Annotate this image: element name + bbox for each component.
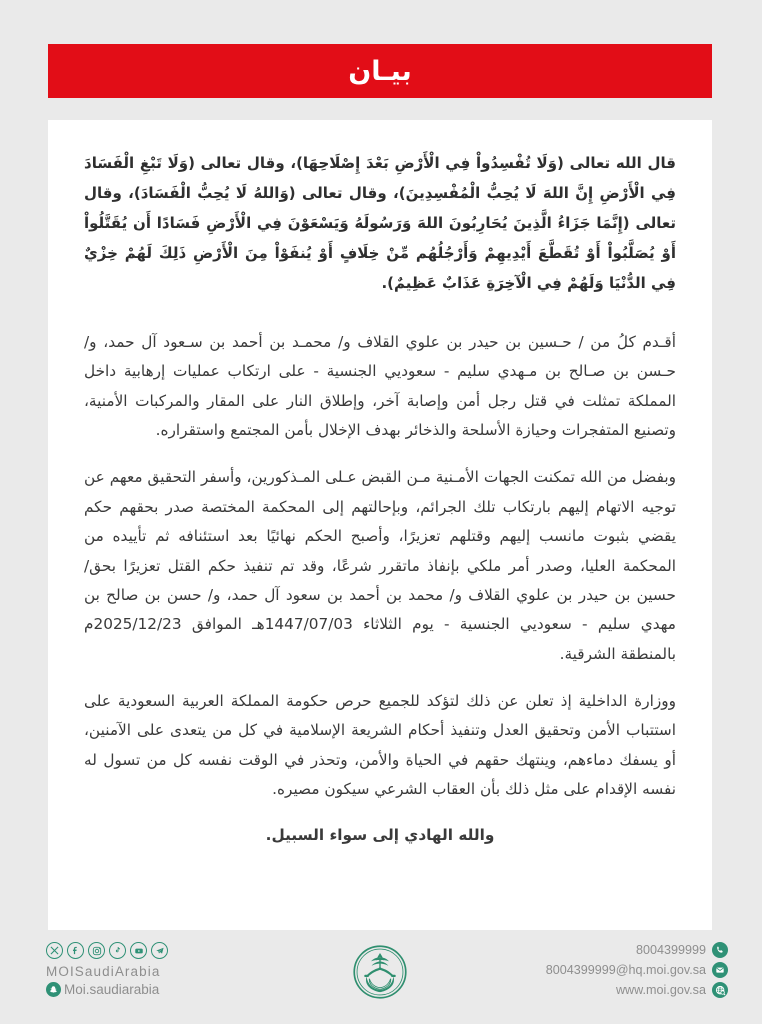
telegram-icon[interactable] [151,942,168,959]
youtube-icon[interactable] [130,942,147,959]
paragraph-accused-charges: أقـدم كلُ من / حـسين بن حيدر بن علوي القلاف و/ محمـد بن أحمد بن سـعود آل حمد، و/ حـسن بن صـالح بن مـهدي سليم - سعوديي الجنسية - على ارتكاب عمليات إرهابية داخل المملكة تمثلت في قتل رجل أمن وإصابة آخر، وإطلاق النار على المقار والمركبات الأمنية، وتصنيع المتفجرات وحيازة الأسلحة والذخائر بهدف الإخلال بأمن المجتمع واستقراره. [84,333,676,440]
page-footer [0,930,762,1024]
contact-phone-row[interactable] [546,942,728,958]
phone-icon[interactable] [712,942,728,958]
statement-closing-line: والله الهادي إلى سواء السبيل. [265,826,495,845]
facebook-icon[interactable] [67,942,84,959]
banner-title: بيـان [348,55,412,87]
contact-website-value: www.moi.gov.sa [615,983,706,997]
social-icon-row [46,942,168,959]
snapchat-handle: Moi.saudiarabia [64,982,160,997]
footer-social-block [46,942,168,997]
x-icon[interactable] [46,942,63,959]
paragraph-arrest-trial-execution: وبفضل من الله تمكنت الجهات الأمـنية مـن القبض عـلى المـذكورين، وأسفر التحقيق معهم عن توجيه الاتهام إليهم بارتكاب تلك الجرائم، وبإحالتهم إلى المحكمة المختصة صدر بحقهم حكم يقضي بثبوت مانسب إليهم وقتلهم تعزيرًا، وأصبح الحكم نهائيًا بعد استئنافه ثم تأييده من المحكمة العليا، وصدر أمر ملكي بإنفاذ ماتقرر شرعًا، وقد تم تنفيذ حكم القتل تعزيرًا بحق/ حسين بن حيدر بن علوي القلاف و/ محمد بن أحمد بن سعود آل حمد، و/ حسن بن صالح بن مهدي سليم - سعوديي الجنسية - يوم الثلاثاء 1447/07/03هـ الموافق 2025/12/23م بالمنطقة الشرقية. [84,468,677,663]
footer-contacts-block [546,942,728,1002]
snapchat-handle-row[interactable] [46,982,168,997]
tiktok-icon[interactable] [109,942,126,959]
statement-banner [48,44,712,98]
statement-body [84,148,676,844]
contact-email-value: 8004399999@hq.moi.gov.sa [545,963,706,977]
paragraph-quran-verses: قال الله تعالى (وَلَا تُفْسِدُواْ فِي الْأَرْضِ بَعْدَ إِصْلَاحِهَا)، وقال تعالى (وَلَا تَبْغِ الْفَسَادَ فِي الْأَرْضِ إِنَّ اللهَ لَا يُحِبُّ الْمُفْسِدِينَ)، وقال تعالى (وَاللهُ لَا يُحِبُّ الْفَسَادَ)، وقال تعالى (إِنَّمَا جَزَاءُ الَّذِينَ يُحَارِبُونَ اللهَ وَرَسُولَهُ وَيَسْعَوْنَ فِي الْأَرْضِ فَسَادًا أَن يُقَتَّلُواْ أَوْ يُصَلَّبُواْ أَوْ تُقَطَّعَ أَيْدِيهِمْ وَأَرْجُلُهُم مِّنْ خِلَافٍ أَوْ يُنفَوْاْ مِنَ الْأَرْضِ ذَلِكَ لَهُمْ خِزْيٌ فِي الدُّنْيَا وَلَهُمْ فِي الْآخِرَةِ عَذَابٌ عَظِيمٌ). [84,154,676,292]
social-handle: MOISaudiArabia [46,964,161,979]
website-icon[interactable] [712,982,728,998]
paragraph-ministry-affirmation: ووزارة الداخلية إذ تعلن عن ذلك لتؤكد للجميع حرص حكومة المملكة العربية السعودية على استتباب الأمن وتحقيق العدل وتنفيذ أحكام الشريعة الإسلامية في كل من يتعدى على الآمنين، أو يسفك دماءهم، وينتهك حقهم في الحياة والأمن، وتحذر في الوقت نفسه كل من تسول له نفسه الإقدام على مثل ذلك بأن العقاب الشرعي سيكون مصيره. [84,691,676,799]
instagram-icon[interactable] [88,942,105,959]
ministry-of-interior-emblem [352,944,408,1000]
statement-card [48,120,712,930]
contact-phone-value: 8004399999 [635,943,706,957]
contact-email-row[interactable] [546,962,728,978]
contact-website-row[interactable] [546,982,728,998]
snapchat-icon[interactable] [46,982,61,997]
email-icon[interactable] [712,962,728,978]
